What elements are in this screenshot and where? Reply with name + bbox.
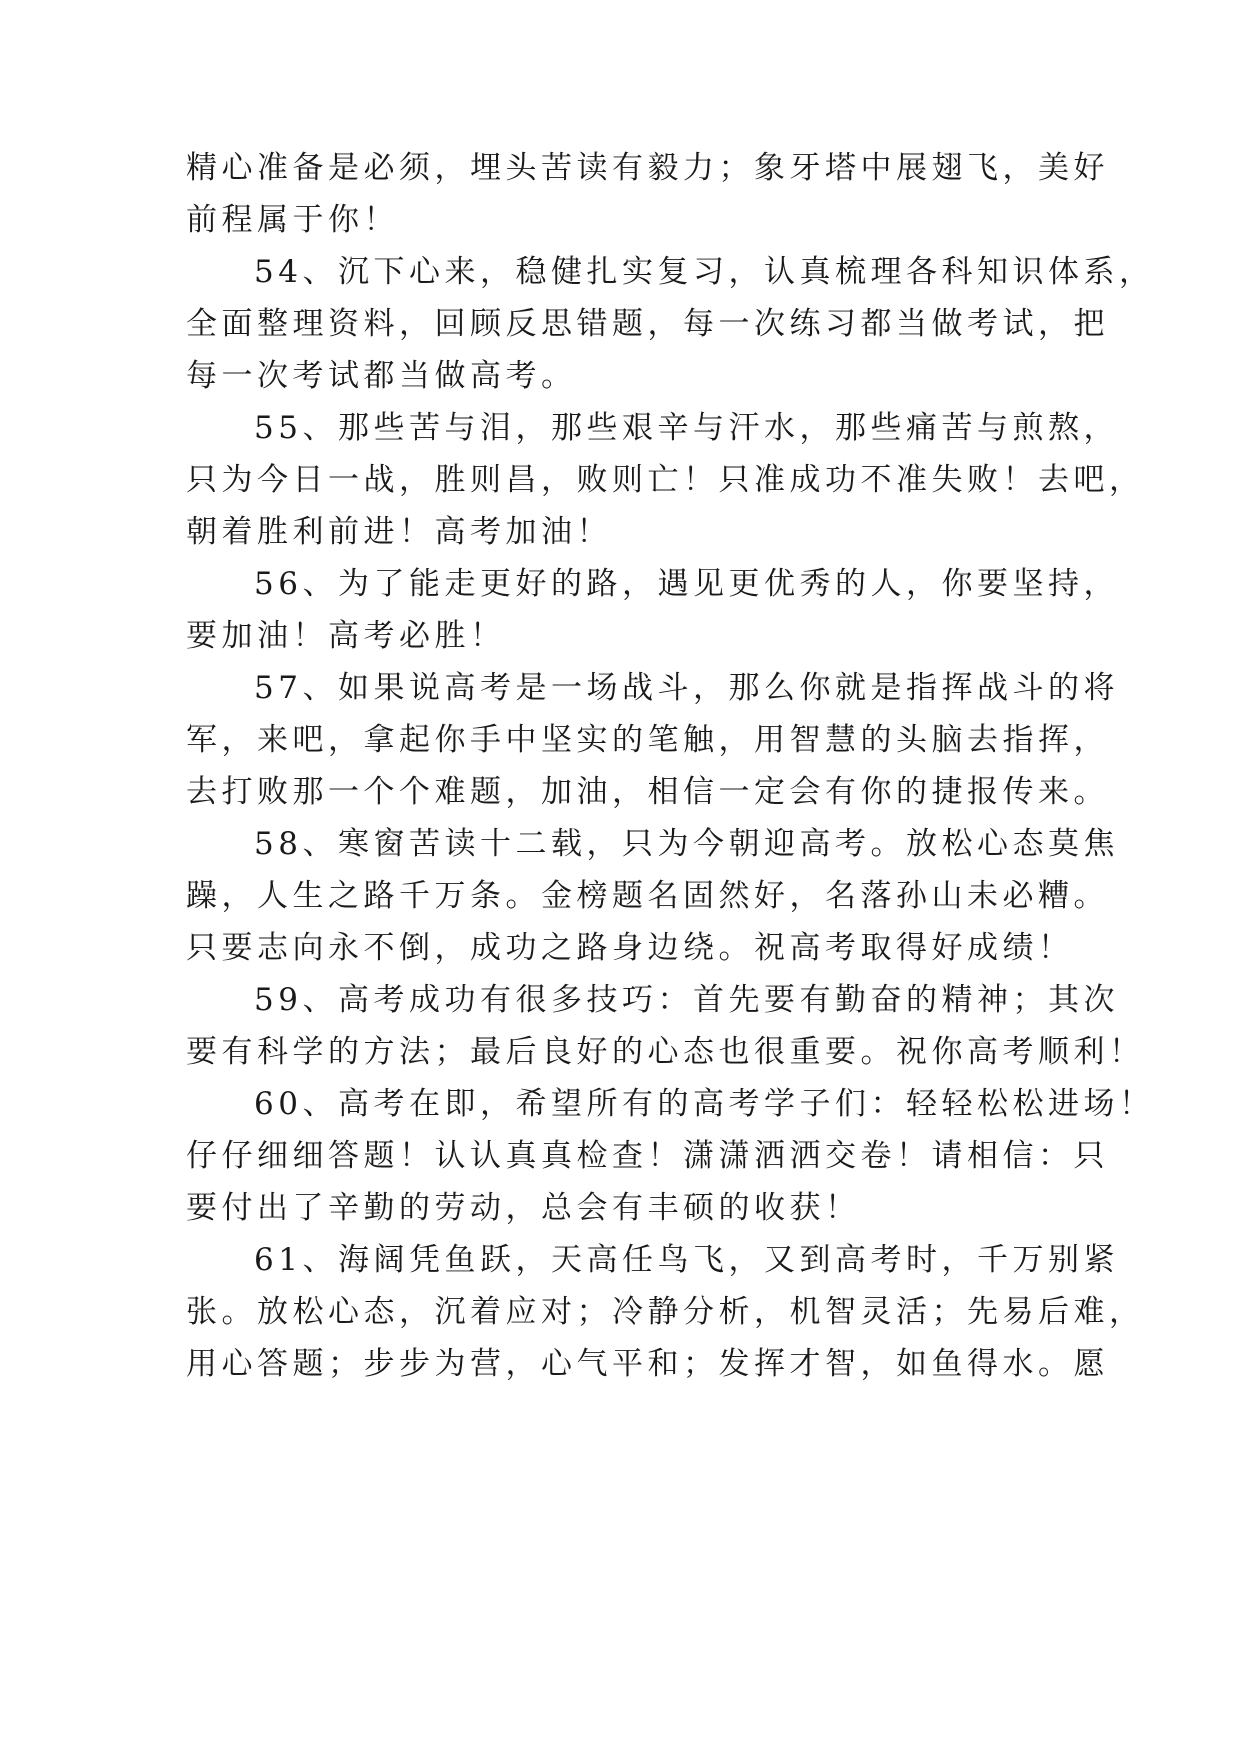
text-line: 要有科学的方法；最后良好的心态也很重要。祝你高考顺利！ [186, 1034, 1145, 1070]
text-line: 朝着胜利前进！高考加油！ [186, 514, 612, 550]
text-line: 55、那些苦与泪，那些艰辛与汗水，那些痛苦与煎熬， [254, 410, 1119, 446]
text-line: 要付出了辛勤的劳动，总会有丰硕的收获！ [186, 1190, 861, 1226]
text-line: 只为今日一战，胜则昌，败则亡！只准成功不准失败！去吧， [186, 462, 1145, 498]
text-line: 56、为了能走更好的路，遇见更优秀的人，你要坚持， [254, 566, 1119, 602]
text-line: 张。放松心态，沉着应对；冷静分析，机智灵活；先易后难， [186, 1294, 1145, 1330]
text-line: 躁，人生之路千万条。金榜题名固然好，名落孙山未必糟。 [186, 878, 1109, 914]
text-line: 只要志向永不倒，成功之路身边绕。祝高考取得好成绩！ [186, 930, 1074, 966]
text-line: 去打败那一个个难题，加油，相信一定会有你的捷报传来。 [186, 774, 1109, 810]
text-line: 要加油！高考必胜！ [186, 618, 506, 654]
text-line: 军，来吧，拿起你手中坚实的笔触，用智慧的头脑去指挥， [186, 722, 1109, 758]
text-line: 仔仔细细答题！认认真真检查！潇潇洒洒交卷！请相信：只 [186, 1138, 1109, 1174]
text-line: 57、如果说高考是一场战斗，那么你就是指挥战斗的将 [254, 670, 1119, 706]
text-line: 精心准备是必须，埋头苦读有毅力；象牙塔中展翅飞，美好 [186, 150, 1109, 186]
text-line: 59、高考成功有很多技巧：首先要有勤奋的精神；其次 [254, 982, 1119, 1018]
text-line: 每一次考试都当做高考。 [186, 358, 577, 394]
text-line: 前程属于你！ [186, 202, 399, 238]
text-line: 61、海阔凭鱼跃，天高任鸟飞，又到高考时，千万别紧 [254, 1242, 1119, 1278]
text-line: 全面整理资料，回顾反思错题，每一次练习都当做考试，把 [186, 306, 1109, 342]
text-line: 用心答题；步步为营，心气平和；发挥才智，如鱼得水。愿 [186, 1346, 1109, 1382]
text-line: 60、高考在即，希望所有的高考学子们：轻轻松松进场！ [254, 1086, 1155, 1122]
text-line: 58、寒窗苦读十二载，只为今朝迎高考。放松心态莫焦 [254, 826, 1119, 862]
text-line: 54、沉下心来，稳健扎实复习，认真梳理各科知识体系， [254, 254, 1155, 290]
